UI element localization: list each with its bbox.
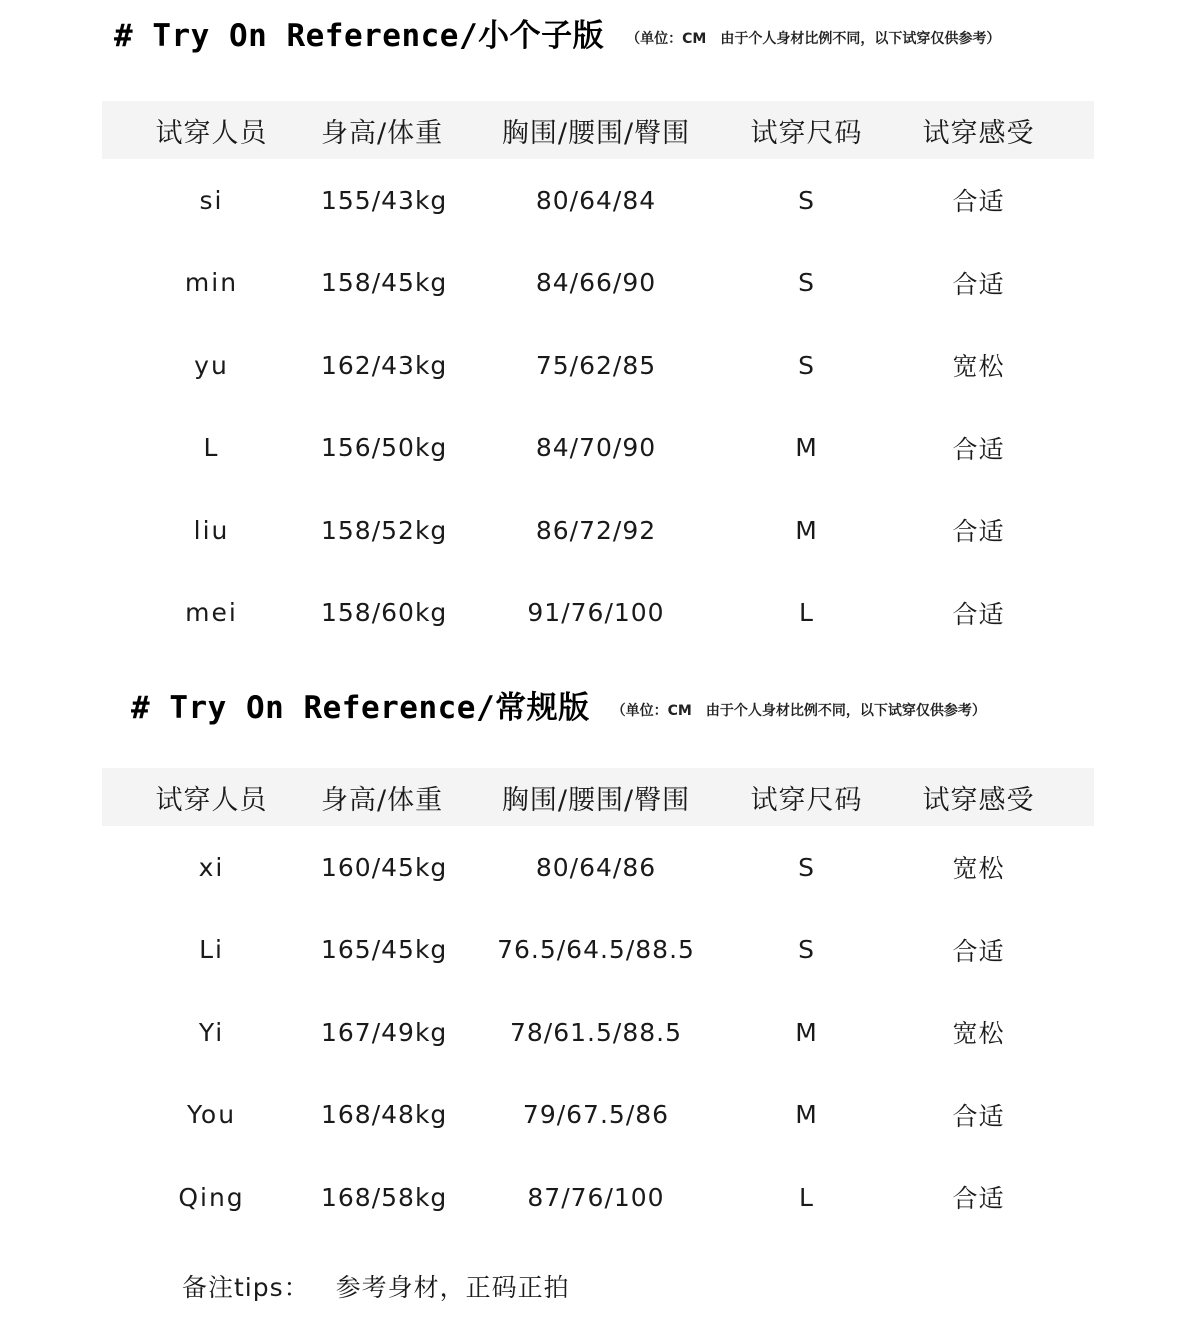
cell-height-weight: 168/48kg <box>321 1100 448 1130</box>
cell-size: M <box>795 515 818 545</box>
tips-note <box>182 1268 570 1304</box>
cell-tester: You <box>186 1100 237 1130</box>
cell-size: S <box>798 185 815 215</box>
table-header-row <box>102 768 1094 826</box>
cell-height-weight: 167/49kg <box>321 1017 448 1047</box>
cell-measurements: 86/72/92 <box>535 515 657 545</box>
section-2-title-text: # Try On Reference/常规版 <box>131 690 590 726</box>
cell-measurements: 75/62/85 <box>535 350 657 380</box>
header-size: 试穿尺码 <box>750 784 863 816</box>
cell-size: S <box>798 268 815 298</box>
header-height-weight: 身高/体重 <box>321 784 444 816</box>
section-2-title <box>131 688 986 731</box>
cell-measurements: 80/64/84 <box>535 185 657 215</box>
try-on-table-regular <box>102 768 1094 1239</box>
cell-measurements: 76.5/64.5/88.5 <box>497 935 695 965</box>
cell-fit: 宽松 <box>952 352 1005 382</box>
table-header-row <box>102 101 1094 159</box>
section-1-title <box>114 16 1000 59</box>
cell-measurements: 80/64/86 <box>535 852 657 882</box>
cell-tester: liu <box>193 515 230 545</box>
cell-size: M <box>795 1100 818 1130</box>
cell-height-weight: 158/45kg <box>321 268 448 298</box>
table-row <box>102 909 1094 992</box>
table-row <box>102 242 1094 325</box>
cell-size: M <box>795 433 818 463</box>
tips-label: 备注tips： <box>182 1273 310 1302</box>
cell-measurements: 87/76/100 <box>527 1182 665 1212</box>
table-row <box>102 489 1094 572</box>
cell-height-weight: 156/50kg <box>321 433 448 463</box>
cell-tester: yu <box>194 350 229 380</box>
cell-fit: 合适 <box>952 269 1005 299</box>
cell-tester: min <box>184 268 239 298</box>
header-height-weight: 身高/体重 <box>321 117 444 149</box>
cell-tester: xi <box>198 852 225 882</box>
table-row <box>102 159 1094 242</box>
section-2-unit-note: （单位：CM 由于个人身材比例不同，以下试穿仅供参考） <box>611 703 986 719</box>
cell-tester: Qing <box>178 1182 245 1212</box>
header-size: 试穿尺码 <box>750 117 863 149</box>
cell-tester: si <box>199 185 224 215</box>
table-row <box>102 991 1094 1074</box>
cell-size: M <box>795 1017 818 1047</box>
table-row <box>102 324 1094 407</box>
cell-fit: 合适 <box>952 599 1005 629</box>
cell-tester: L <box>203 433 220 463</box>
header-measurements: 胸围/腰围/臀围 <box>501 117 691 149</box>
cell-tester: Li <box>199 935 224 965</box>
cell-measurements: 84/70/90 <box>535 433 657 463</box>
cell-height-weight: 160/45kg <box>321 852 448 882</box>
cell-tester: mei <box>185 598 238 628</box>
table-row <box>102 826 1094 909</box>
cell-size: S <box>798 852 815 882</box>
cell-height-weight: 158/60kg <box>321 598 448 628</box>
cell-size: L <box>799 1182 814 1212</box>
cell-fit: 合适 <box>952 187 1005 217</box>
cell-size: L <box>799 598 814 628</box>
header-tester: 试穿人员 <box>155 117 268 149</box>
section-1-unit-note: （单位：CM 由于个人身材比例不同，以下试穿仅供参考） <box>626 31 1001 47</box>
cell-height-weight: 155/43kg <box>321 185 448 215</box>
cell-fit: 合适 <box>952 517 1005 547</box>
cell-size: S <box>798 935 815 965</box>
table-row <box>102 1074 1094 1157</box>
cell-tester: Yi <box>198 1017 225 1047</box>
cell-fit: 合适 <box>952 936 1005 966</box>
section-1-title-text: # Try On Reference/小个子版 <box>114 18 605 54</box>
header-fit: 试穿感受 <box>922 784 1035 816</box>
cell-fit: 合适 <box>952 434 1005 464</box>
cell-fit: 宽松 <box>952 854 1005 884</box>
tips-value: 参考身材，正码正拍 <box>335 1273 570 1302</box>
cell-height-weight: 168/58kg <box>321 1182 448 1212</box>
cell-fit: 合适 <box>952 1101 1005 1131</box>
try-on-table-petite <box>102 101 1094 654</box>
header-tester: 试穿人员 <box>155 784 268 816</box>
cell-measurements: 84/66/90 <box>535 268 657 298</box>
header-fit: 试穿感受 <box>922 117 1035 149</box>
cell-size: S <box>798 350 815 380</box>
cell-height-weight: 162/43kg <box>321 350 448 380</box>
cell-height-weight: 158/52kg <box>321 515 448 545</box>
cell-height-weight: 165/45kg <box>321 935 448 965</box>
cell-measurements: 79/67.5/86 <box>522 1100 670 1130</box>
cell-measurements: 91/76/100 <box>527 598 665 628</box>
header-measurements: 胸围/腰围/臀围 <box>501 784 691 816</box>
table-row <box>102 407 1094 490</box>
cell-fit: 宽松 <box>952 1019 1005 1049</box>
cell-fit: 合适 <box>952 1184 1005 1214</box>
table-row <box>102 1156 1094 1239</box>
cell-measurements: 78/61.5/88.5 <box>510 1017 682 1047</box>
table-row <box>102 572 1094 655</box>
